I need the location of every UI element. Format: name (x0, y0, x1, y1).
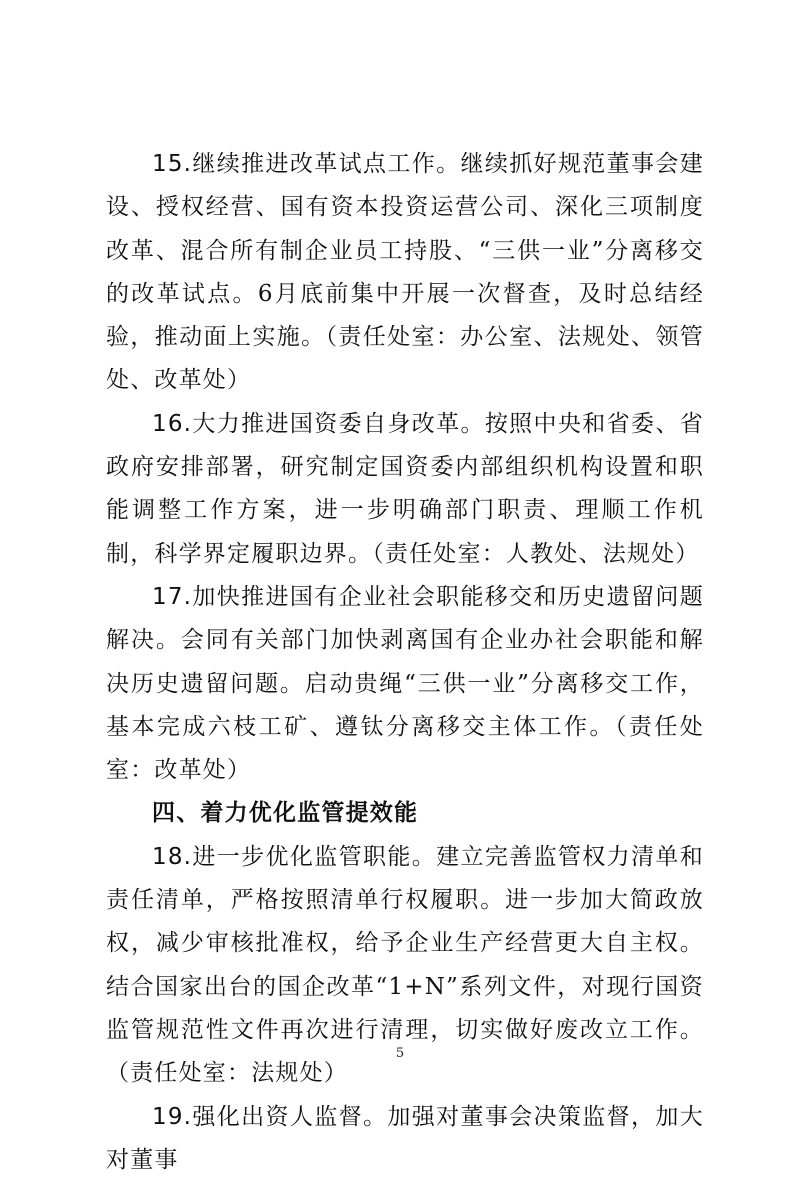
paragraph-body: 按照中央和省委、省政府安排部署，研究制定国资委内部组织机构设置和职能调整工作方案，进一步明确部门职责、理顺工作机制，科学界定履职边界。（责任处室：人教处、法规处） (106, 410, 704, 567)
paragraph-item-19 (106, 1096, 704, 1182)
section-heading: 四、着力优化监管提效能 (152, 800, 419, 827)
paragraph-lead: 18.进一步优化监管职能。 (152, 843, 437, 870)
paragraph-body: 会同有关部门加快剥离国有企业办社会职能和解决历史遗留问题。启动贵绳“三供一业”分离移交工作，基本完成六枝工矿、遵钛分离移交主体工作。（责任处室：改革处） (106, 627, 704, 784)
paragraph-body: 加强对董事会决策监督，加大对董事 (106, 1103, 704, 1173)
paragraph-item-17 (106, 576, 704, 792)
paragraph-item-15 (106, 143, 704, 403)
paragraph-body: 建立完善监管权力清单和责任清单，严格按照清单行权履职。进一步加大简政放权，减少审核批准权，给予企业生产经营更大自主权。结合国家出台的国企改革“1+N”系列文件，对现行国资监管规范性文件再次进行清理，切实做好废改立工作。（责任处室：法规处） (106, 843, 704, 1087)
paragraph-body: 继续抓好规范董事会建设、授权经营、国有资本投资运营公司、深化三项制度改革、混合所有制企业员工持股、“三供一业”分离移交的改革试点。6月底前集中开展一次督查，及时总结经验，推动面上实施。（责任处室：办公室、法规处、领管处、改革处） (106, 151, 704, 394)
paragraph-lead: 16.大力推进国资委自身改革。 (152, 410, 485, 437)
paragraph-item-16 (106, 403, 704, 576)
paragraph-lead: 15.继续推进改革试点工作。 (152, 151, 461, 177)
page-number: 5 (395, 1046, 405, 1061)
paragraph-lead: 19.强化出资人监督。 (152, 1103, 388, 1130)
paragraph-lead: 17.加快推进国有企业社会职能移交和历史遗留问题解决。 (106, 583, 704, 654)
